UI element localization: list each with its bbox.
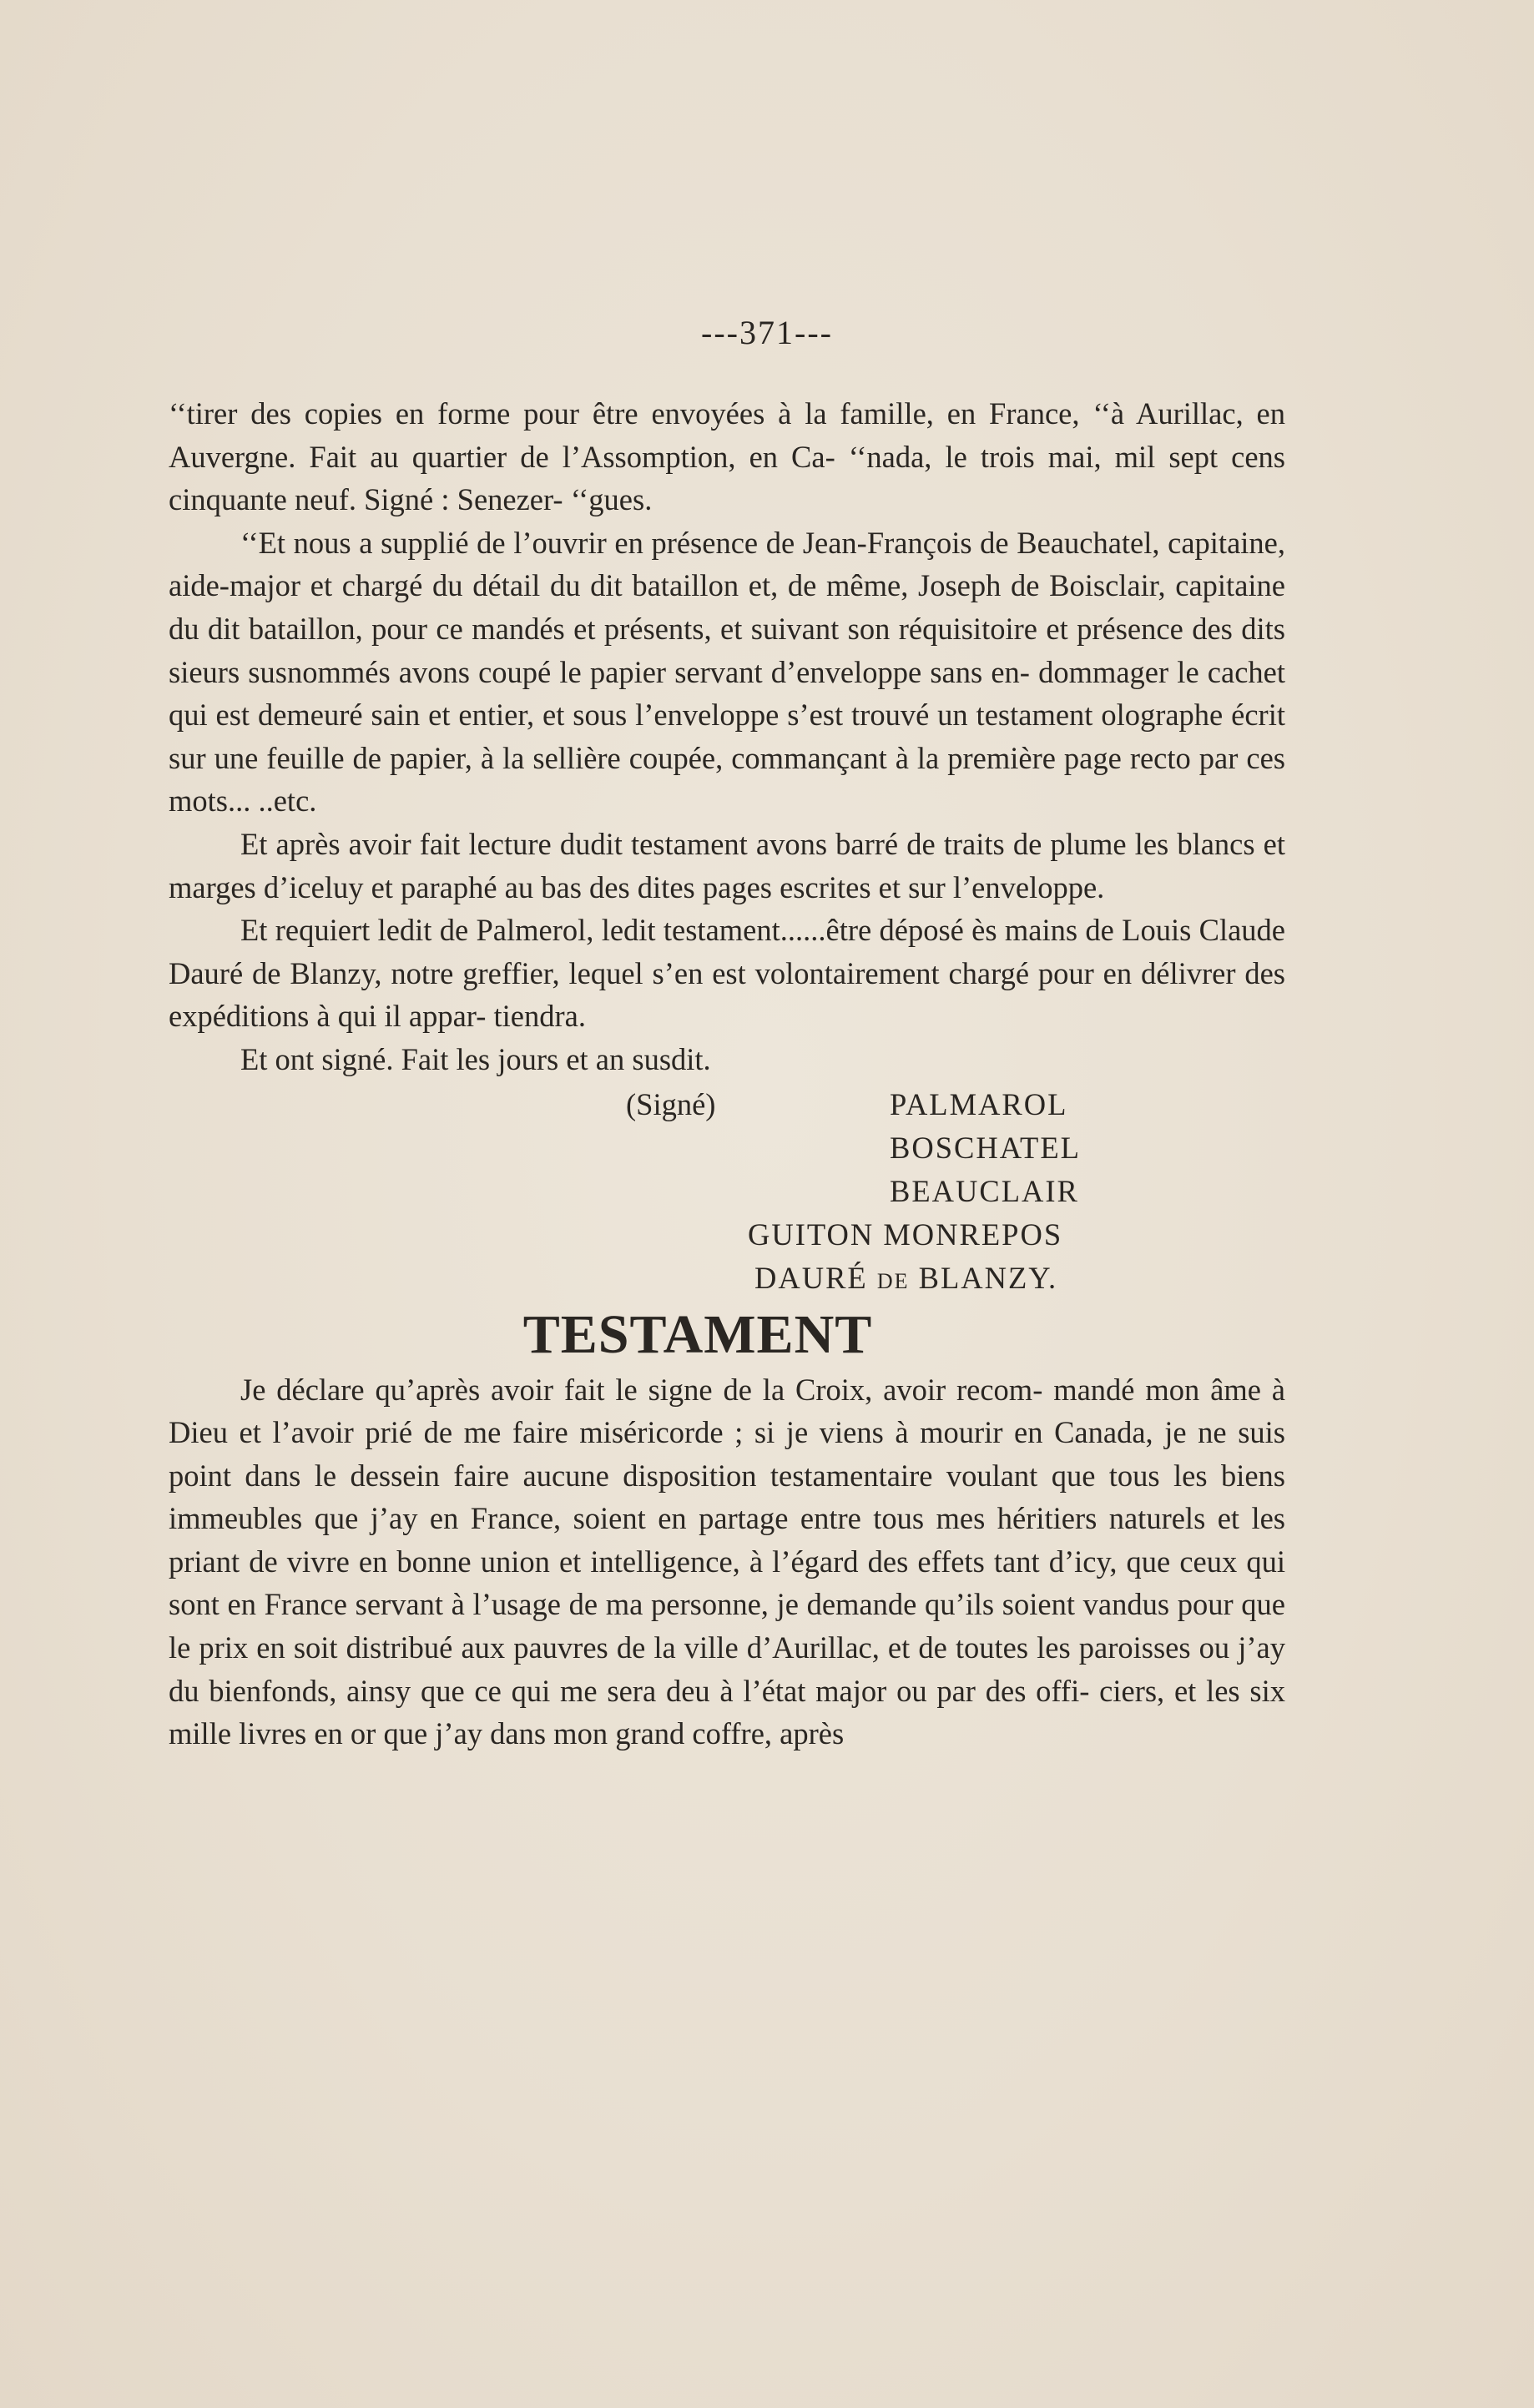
signature-name: PALMAROL: [890, 1086, 1068, 1121]
section-title: TESTAMENT: [522, 1303, 873, 1365]
signature-name-last: DAURÉ DE BLANZY.: [754, 1260, 1058, 1295]
page-number: ---371---: [701, 314, 833, 351]
signature-label: (Signé): [626, 1086, 716, 1121]
body-text: [169, 392, 1285, 1756]
signature-name: BEAUCLAIR: [890, 1173, 1079, 1208]
paragraph-2: ‘‘Et nous a supplié de l’ouvrir en présence de Jean-François de Beauchatel, capitaine, aide-major et chargé du détail du dit bataillon et, de même, Joseph de Boisclair, capitaine du dit bataillon, pour ce mandés et présents, et suivant son réquisitoire et présence des dits sieurs susnommés avons coupé le papier servant d’enveloppe sans en- dommager le cachet qui est demeuré sain et entier, et sous l’enveloppe s’est trouvé un testament olographe écrit sur une feuille de papier, à la sellière coupée, commançant à la première page recto par ces mots... ..etc.: [169, 525, 1285, 819]
signature-name: BOSCHATEL: [890, 1130, 1081, 1165]
signature-block: [169, 1083, 1285, 1300]
testament-paragraph: Je déclare qu’après avoir fait le signe de la Croix, avoir recom- mandé mon âme à Dieu et l’avoir prié de me faire miséricorde ; si je viens à mourir en Canada, je ne suis point dans le dessein faire aucune disposition testamentaire voulant que tous les biens immeubles que j’ay en France, soient en partage entre tous mes héritiers naturels et les priant de vivre en bonne union et intelligence, à l’égard des effets tant d’icy, que ceux qui sont en France servant à l’usage de ma personne, je demande qu’ils soient vandus pour que le prix en soit distribué aux pauvres de la ville d’Aurillac, et de toutes les paroisses ou j’ay du bienfonds, ainsy que ce qui me sera deu à l’état major ou par des offi- ciers, et les six mille livres en or que j’ay dans mon grand coffre, après: [169, 1372, 1285, 1751]
signature-name: GUITON MONREPOS: [748, 1217, 1063, 1252]
paragraph-4: Et requiert ledit de Palmerol, ledit testament......être déposé ès mains de Louis Claude Dauré de Blanzy, notre greffier, lequel s’en est volontairement chargé pour en délivrer des expéditions à qui il appar- tiendra.: [169, 913, 1285, 1034]
paragraph-5: Et ont signé. Fait les jours et an susdit.: [240, 1041, 711, 1076]
paragraph-3: Et après avoir fait lecture dudit testament avons barré de traits de plume les blancs et marges d’iceluy et paraphé au bas des dites pages escrites et sur l’enveloppe.: [169, 826, 1285, 904]
paragraph-1: ‘‘tirer des copies en forme pour être envoyées à la famille, en France, ‘‘à Aurillac, en Auvergne. Fait au quartier de l’Assomption, en Ca- ‘‘nada, le trois mai, mil sept cens cinquante neuf. Signé : Senezer- ‘‘gues.: [169, 396, 1285, 517]
